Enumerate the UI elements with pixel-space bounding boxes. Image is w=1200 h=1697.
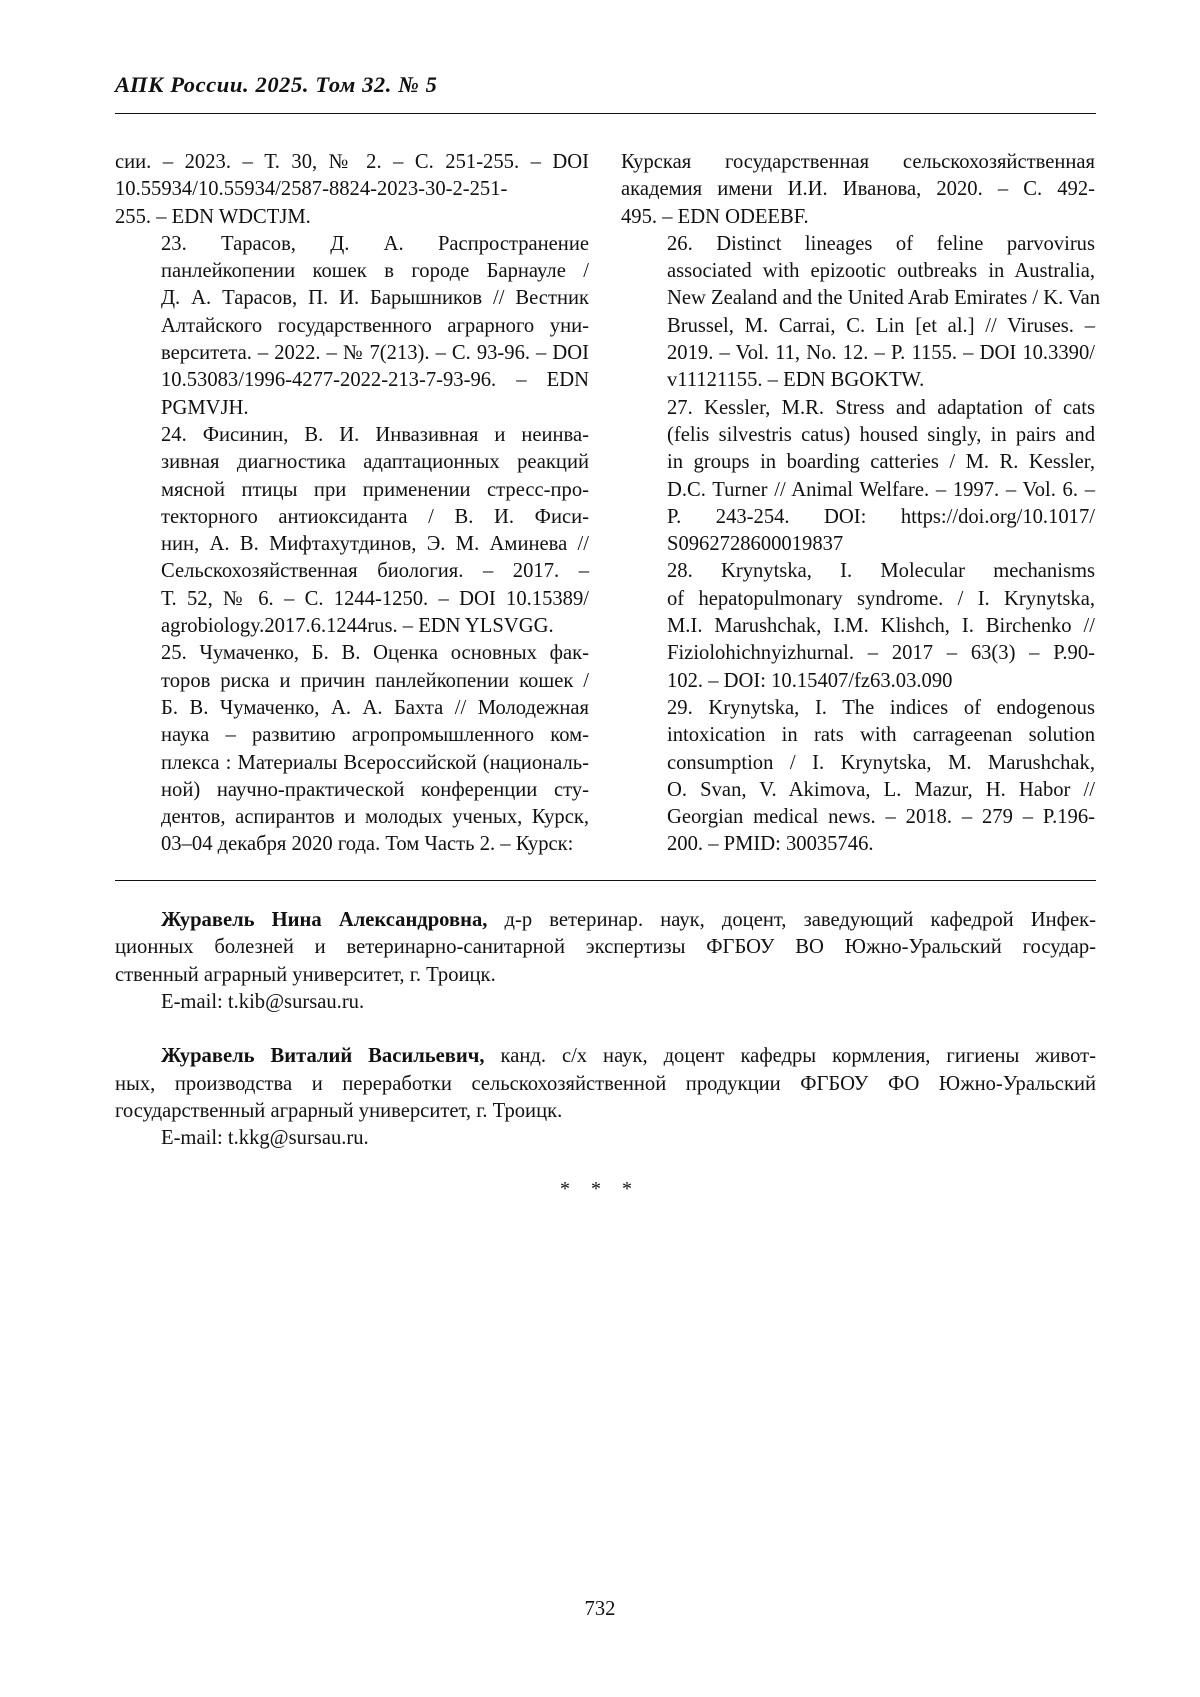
reference-line: Т. 52, № 6. – С. 1244-1250. – DOI 10.15389/ bbox=[161, 587, 589, 610]
reference-line: agrobiology.2017.6.1244rus. – EDN YLSVGG. bbox=[161, 615, 554, 638]
reference-line: intoxication in rats with carrageenan solution bbox=[667, 724, 1095, 747]
author-line: ционных болезней и ветеринарно-санитарной экспертизы ФГБОУ ВО Южно-Уральский государ- bbox=[115, 936, 1096, 959]
reference-entry bbox=[115, 640, 589, 858]
reference-line: 200. – PMID: 30035746. bbox=[667, 833, 874, 856]
reference-entry bbox=[621, 695, 1095, 859]
reference-line: академия имени И.И. Иванова, 2020. – С. 492- bbox=[621, 178, 1095, 201]
reference-line: 23. Тарасов, Д. А. Распространение bbox=[161, 232, 589, 255]
reference-line: сии. – 2023. – Т. 30, № 2. – С. 251-255. – DOI bbox=[115, 151, 589, 173]
header-rule bbox=[115, 113, 1096, 114]
reference-entry bbox=[621, 395, 1095, 559]
reference-line: 29. Krynytska, I. The indices of endogenous bbox=[667, 696, 1095, 719]
reference-line: панлейкопении кошек в городе Барнауле / bbox=[161, 260, 589, 283]
reference-entry bbox=[621, 558, 1095, 694]
author-info bbox=[115, 907, 1096, 1180]
author-line bbox=[115, 1043, 1096, 1070]
reference-line: ной) научно-практической конференции сту- bbox=[161, 778, 589, 801]
author-block bbox=[115, 907, 1096, 1016]
reference-line: плекса : Материалы Всероссийской (националь- bbox=[161, 751, 589, 774]
reference-line: дентов, аспирантов и молодых ученых, Курск, bbox=[161, 806, 589, 829]
reference-line: D.C. Turner // Animal Welfare. – 1997. – Vol. 6. – bbox=[667, 478, 1095, 501]
running-header: АПК России. 2025. Том 32. № 5 bbox=[115, 72, 438, 97]
reference-line: Курская государственная сельскохозяйственная bbox=[621, 151, 1095, 173]
page-number: 732 bbox=[584, 1598, 616, 1620]
reference-line: M.I. Marushchak, I.M. Klishch, I. Birchenko // bbox=[667, 615, 1095, 638]
reference-line: Д. А. Тарасов, П. И. Барышников // Вестник bbox=[161, 287, 589, 310]
reference-line: consumption / I. Krynytska, M. Marushchak, bbox=[667, 751, 1095, 774]
reference-line: 495. – EDN ODEEBF. bbox=[621, 205, 809, 228]
author-affiliation-text: д-р ветеринар. наук, доцент, заведующий кафедрой Инфек- bbox=[487, 909, 1096, 931]
reference-line: Алтайского государственного аграрного уни- bbox=[161, 314, 589, 337]
reference-line: 25. Чумаченко, Б. В. Оценка основных фак- bbox=[161, 642, 589, 665]
reference-line: 24. Фисинин, В. И. Инвазивная и неинва- bbox=[161, 423, 589, 446]
reference-line: New Zealand and the United Arab Emirates / K. Van bbox=[667, 287, 1101, 310]
reference-line: текторного антиоксиданта / В. И. Фиси- bbox=[161, 505, 589, 528]
reference-entry bbox=[621, 149, 1095, 231]
reference-line: верситета. – 2022. – № 7(213). – С. 93-96. – DOI bbox=[161, 342, 589, 365]
reference-line: O. Svan, V. Akimova, L. Mazur, H. Habor // bbox=[667, 778, 1095, 801]
reference-line: (felis silvestris catus) housed singly, in pairs and bbox=[667, 423, 1095, 446]
reference-line: v11121155. – EDN BGOKTW. bbox=[667, 369, 925, 392]
reference-line: торов риска и причин панлейкопении кошек / bbox=[161, 669, 589, 692]
reference-line: наука – развитию агропромышленного ком- bbox=[161, 724, 589, 747]
reference-entry bbox=[115, 231, 589, 422]
reference-line: in groups in boarding catteries / M. R. Kessler, bbox=[667, 451, 1095, 474]
references-column-right bbox=[621, 149, 1101, 859]
reference-line: Fiziolohichnyizhurnal. – 2017 – 63(3) – P.90- bbox=[667, 642, 1095, 665]
reference-line: Сельскохозяйственная биология. – 2017. – bbox=[161, 560, 589, 583]
author-name: Журавель Виталий Васильевич, bbox=[161, 1045, 485, 1068]
reference-entry bbox=[115, 422, 589, 640]
reference-entry bbox=[115, 149, 589, 231]
reference-line: of hepatopulmonary syndrome. / I. Krynytska, bbox=[667, 587, 1095, 610]
reference-line: P. 243-254. DOI: https://doi.org/10.1017/ bbox=[667, 505, 1095, 528]
reference-line: 10.55934/10.55934/2587-8824-2023-30-2-251- bbox=[115, 178, 508, 201]
reference-line: Б. В. Чумаченко, А. А. Бахта // Молодежная bbox=[161, 696, 589, 719]
reference-line: зивная диагностика адаптационных реакций bbox=[161, 451, 589, 474]
author-block bbox=[115, 1043, 1096, 1152]
author-line: государственный аграрный университет, г. Троицк. bbox=[115, 1100, 563, 1123]
reference-line: 27. Kessler, M.R. Stress and adaptation of cats bbox=[667, 396, 1095, 419]
reference-line: мясной птицы при применении стресс-про- bbox=[161, 478, 589, 501]
author-name: Журавель Нина Александровна, bbox=[161, 909, 488, 931]
reference-entry bbox=[621, 231, 1101, 395]
reference-line: associated with epizootic outbreaks in Australia, bbox=[667, 260, 1095, 283]
reference-line: Brussel, M. Carrai, C. Lin [et al.] // Viruses. – bbox=[667, 314, 1095, 337]
references-end-rule bbox=[115, 880, 1096, 881]
author-line: ных, производства и переработки сельскохозяйственной продукции ФГБОУ ФО Южно-Уральский bbox=[115, 1072, 1096, 1095]
author-email: E-mail: t.kib@sursau.ru. bbox=[161, 990, 365, 1013]
reference-line: 2019. – Vol. 11, No. 12. – P. 1155. – DOI 10.3390/ bbox=[667, 342, 1095, 365]
references-column-left bbox=[115, 149, 589, 859]
author-line: ственный аграрный университет, г. Троицк. bbox=[115, 963, 496, 986]
reference-line: 255. – EDN WDCTJM. bbox=[115, 205, 311, 228]
author-affiliation-text: канд. с/х наук, доцент кафедры кормления, гигиены живот- bbox=[484, 1045, 1096, 1068]
reference-line: 102. – DOI: 10.15407/fz63.03.090 bbox=[667, 669, 953, 692]
author-email: E-mail: t.kkg@sursau.ru. bbox=[161, 1127, 369, 1150]
reference-line: Georgian medical news. – 2018. – 279 – P.196- bbox=[667, 806, 1095, 829]
author-line bbox=[115, 907, 1096, 934]
reference-line: 28. Krynytska, I. Molecular mechanisms bbox=[667, 560, 1095, 583]
reference-line: 10.53083/1996-4277-2022-213-7-93-96. – EDN bbox=[161, 369, 589, 392]
section-separator: * * * bbox=[560, 1178, 640, 1200]
reference-line: PGMVJH. bbox=[161, 396, 249, 419]
reference-line: 03–04 декабря 2020 года. Том Часть 2. – Курск: bbox=[161, 833, 574, 856]
reference-line: S0962728600019837 bbox=[667, 533, 844, 556]
reference-line: 26. Distinct lineages of feline parvovirus bbox=[667, 232, 1095, 255]
reference-line: нин, А. В. Мифтахутдинов, Э. М. Аминева // bbox=[161, 533, 589, 556]
